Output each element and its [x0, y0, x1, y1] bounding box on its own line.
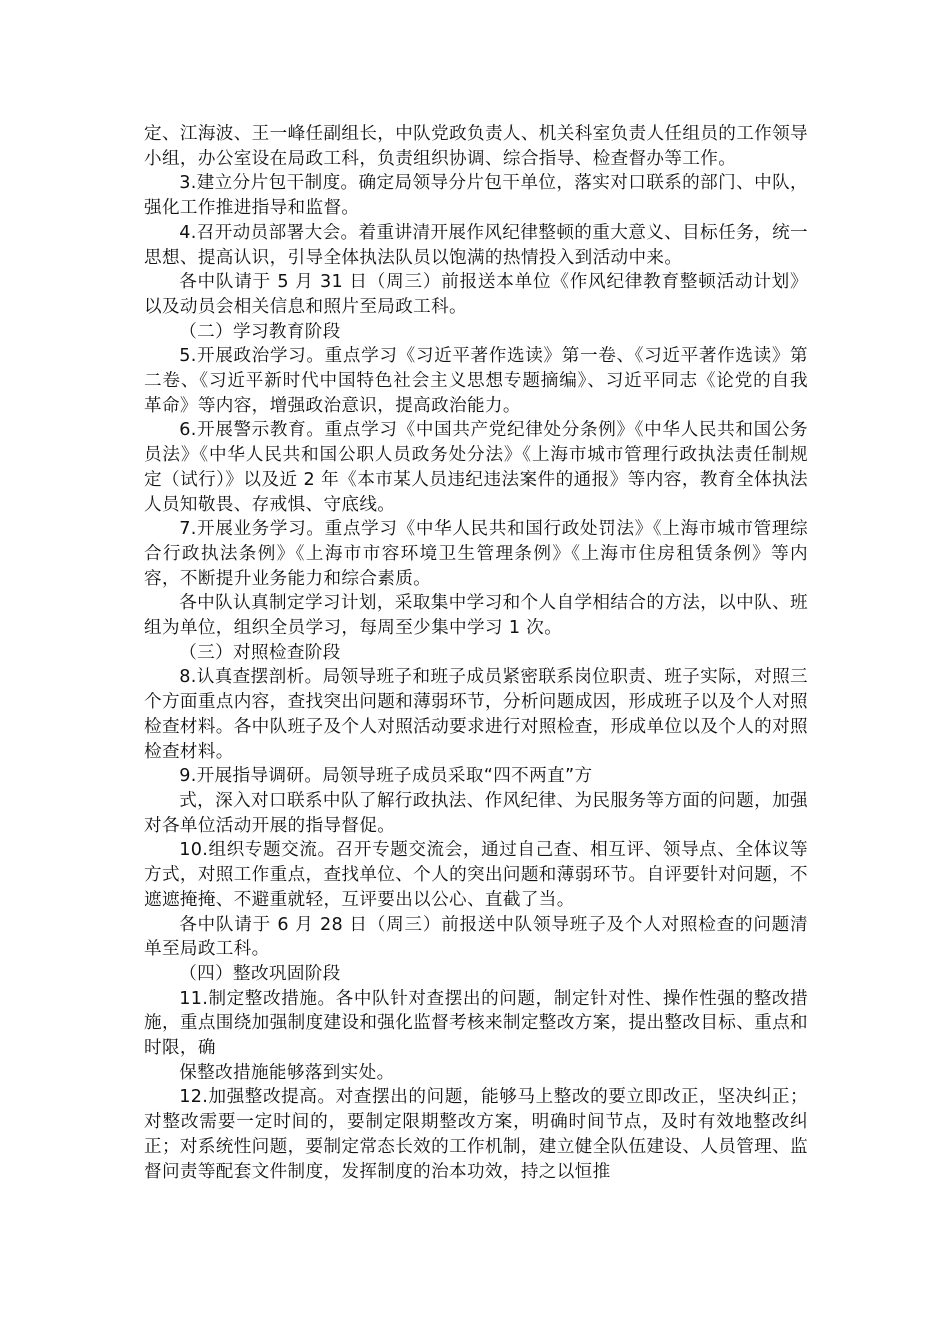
paragraph-deadline-may: 各中队请于 5 月 31 日（周三）前报送本单位《作风纪律教育整顿活动计划》以及动员会相关信息和照片至局政工科。 [144, 272, 808, 317]
document-body [144, 122, 808, 1184]
paragraph-deadline-june: 各中队请于 6 月 28 日（周三）前报送中队领导班子及个人对照检查的问题清单至局政工科。 [144, 914, 808, 960]
paragraph-item-11-continued: 保整改措施能够落到实处。 [179, 1062, 395, 1083]
paragraph-item-7: 7.开展业务学习。重点学习《中华人民共和国行政处罚法》《上海市城市管理综合行政执法条例》《上海市市容环境卫生管理条例》《上海市住房租赁条例》等内容，不断提升业务能力和综合素质。 [144, 519, 808, 589]
paragraph-item-5: 5.开展政治学习。重点学习《习近平著作选读》第一卷、《习近平著作选读》第二卷、《习近平新时代中国特色社会主义思想专题摘编》、习近平同志《论党的自我革命》等内容，增强政治意识，提高政治能力。 [144, 346, 808, 416]
section-heading-rectification: （四）整改巩固阶段 [179, 963, 341, 984]
section-heading-study: （二）学习教育阶段 [179, 321, 341, 342]
paragraph-study-plan: 各中队认真制定学习计划，采取集中学习和个人自学相结合的方法，以中队、班组为单位，组织全员学习，每周至少集中学习 1 次。 [144, 593, 808, 639]
paragraph-item-6: 6.开展警示教育。重点学习《中国共产党纪律处分条例》《中华人民共和国公务员法》《中华人民共和国公职人员政务处分法》《上海市城市管理行政执法责任制规定（试行）》以及近 2 年《本市某人员违纪违法案件的通报》等内容，教育全体执法人员知敬畏、存戒惧、守底线。 [144, 420, 808, 515]
paragraph-leader-group-continued: 定、江海波、王一峰任副组长，中队党政负责人、机关科室负责人任组员的工作领导小组，办公室设在局政工科，负责组织协调、综合指导、检查督办等工作。 [144, 124, 808, 169]
paragraph-item-12: 12.加强整改提高。对查摆出的问题，能够马上整改的要立即改正，坚决纠正；对整改需要一定时间的，要制定限期整改方案，明确时间节点，及时有效地整改纠正；对系统性问题，要制定常态长效的工作机制，建立健全队伍建设、人员管理、监督问责等配套文件制度，发挥制度的治本功效，持之以恒推 [144, 1087, 808, 1182]
paragraph-item-9: 9.开展指导调研。局领导班子成员采取“四不两直”方 [179, 766, 593, 787]
paragraph-item-9-continued: 式，深入对口联系中队了解行政执法、作风纪律、为民服务等方面的问题，加强对各单位活动开展的指导督促。 [144, 790, 808, 836]
paragraph-item-3: 3.建立分片包干制度。确定局领导分片包干单位，落实对口联系的部门、中队，强化工作推进指导和监督。 [144, 173, 808, 219]
section-heading-review: （三）对照检查阶段 [179, 642, 341, 663]
paragraph-item-10: 10.组织专题交流。召开专题交流会，通过自己查、相互评、领导点、全体议等方式，对照工作重点，查找单位、个人的突出问题和薄弱环节。自评要针对问题，不遮遮掩掩、不避重就轻，互评要出以公心、直截了当。 [144, 840, 808, 910]
paragraph-item-4: 4.召开动员部署大会。着重讲清开展作风纪律整顿的重大意义、目标任务，统一思想、提高认识，引导全体执法队员以饱满的热情投入到活动中来。 [144, 222, 808, 268]
paragraph-item-8: 8.认真查摆剖析。局领导班子和班子成员紧密联系岗位职责、班子实际，对照三个方面重点内容，查找突出问题和薄弱环节，分析问题成因，形成班子以及个人对照检查材料。各中队班子及个人对照活动要求进行对照检查，形成单位以及个人的对照检查材料。 [144, 667, 808, 762]
paragraph-item-11: 11.制定整改措施。各中队针对查摆出的问题，制定针对性、操作性强的整改措施，重点围绕加强制度建设和强化监督考核来制定整改方案，提出整改目标、重点和时限，确 [144, 988, 808, 1059]
